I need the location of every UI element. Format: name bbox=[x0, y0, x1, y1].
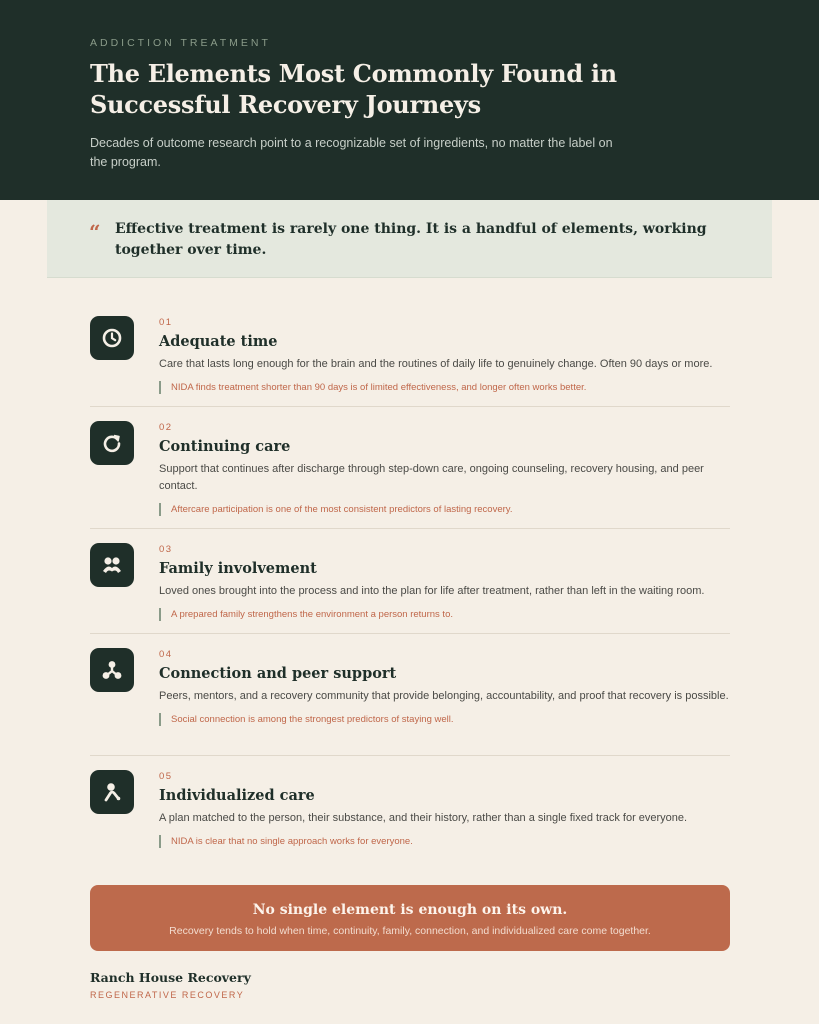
callout-subtitle: Recovery tends to hold when time, continuity, family, connection, and individualized care come together. bbox=[169, 925, 651, 937]
refresh-icon bbox=[90, 421, 134, 465]
list-item bbox=[90, 302, 730, 407]
header-section bbox=[0, 0, 819, 200]
callout-title: No single element is enough on its own. bbox=[252, 902, 568, 918]
item-number: 03 bbox=[159, 544, 173, 555]
item-title: Connection and peer support bbox=[159, 665, 397, 682]
summary-callout bbox=[90, 885, 730, 951]
item-note: Aftercare participation is one of the most consistent predictors of lasting recovery. bbox=[159, 503, 730, 516]
person-icon bbox=[90, 770, 134, 814]
list-item bbox=[90, 756, 730, 866]
quote-mark-icon: “ bbox=[89, 220, 101, 244]
eyebrow-label: ADDICTION TREATMENT bbox=[90, 37, 271, 49]
item-title: Individualized care bbox=[159, 787, 315, 804]
clock-icon bbox=[90, 316, 134, 360]
pull-quote bbox=[47, 200, 772, 278]
brand-name: Ranch House Recovery bbox=[90, 970, 251, 985]
item-number: 02 bbox=[159, 422, 173, 433]
item-description: A plan matched to the person, their substance, and their history, rather than a single fixed track for everyone. bbox=[159, 812, 688, 824]
quote-text: Effective treatment is rarely one thing. It is a handful of elements, working together over time. bbox=[115, 221, 707, 258]
item-note: NIDA finds treatment shorter than 90 days is of limited effectiveness, and longer often works better. bbox=[159, 381, 730, 394]
list-item bbox=[90, 634, 730, 756]
brand-tagline: REGENERATIVE RECOVERY bbox=[90, 990, 245, 1000]
item-number: 05 bbox=[159, 771, 173, 782]
item-note: Social connection is among the strongest predictors of staying well. bbox=[159, 713, 730, 726]
item-title: Continuing care bbox=[159, 438, 291, 455]
item-title: Adequate time bbox=[159, 333, 278, 350]
list-item bbox=[90, 529, 730, 634]
elements-list bbox=[90, 302, 730, 866]
item-note: NIDA is clear that no single approach works for everyone. bbox=[159, 835, 730, 848]
item-number: 04 bbox=[159, 649, 173, 660]
item-note: A prepared family strengthens the environment a person returns to. bbox=[159, 608, 730, 621]
item-description: Support that continues after discharge through step-down care, ongoing counseling, recovery housing, and peer contact. bbox=[159, 463, 704, 492]
item-description: Care that lasts long enough for the brain and the routines of daily life to genuinely change. Often 90 days or more. bbox=[159, 358, 713, 370]
page-subtitle: Decades of outcome research point to a recognizable set of ingredients, no matter the label on the program. bbox=[90, 136, 613, 169]
item-title: Family involvement bbox=[159, 560, 317, 577]
item-description: Loved ones brought into the process and into the plan for life after treatment, rather than left in the waiting room. bbox=[159, 585, 705, 597]
page-title: The Elements Most Commonly Found in Successful Recovery Journeys bbox=[90, 59, 617, 119]
item-number: 01 bbox=[159, 317, 173, 328]
family-icon bbox=[90, 543, 134, 587]
network-icon bbox=[90, 648, 134, 692]
list-item bbox=[90, 407, 730, 529]
item-description: Peers, mentors, and a recovery community that provide belonging, accountability, and proof that recovery is possible. bbox=[159, 690, 729, 702]
